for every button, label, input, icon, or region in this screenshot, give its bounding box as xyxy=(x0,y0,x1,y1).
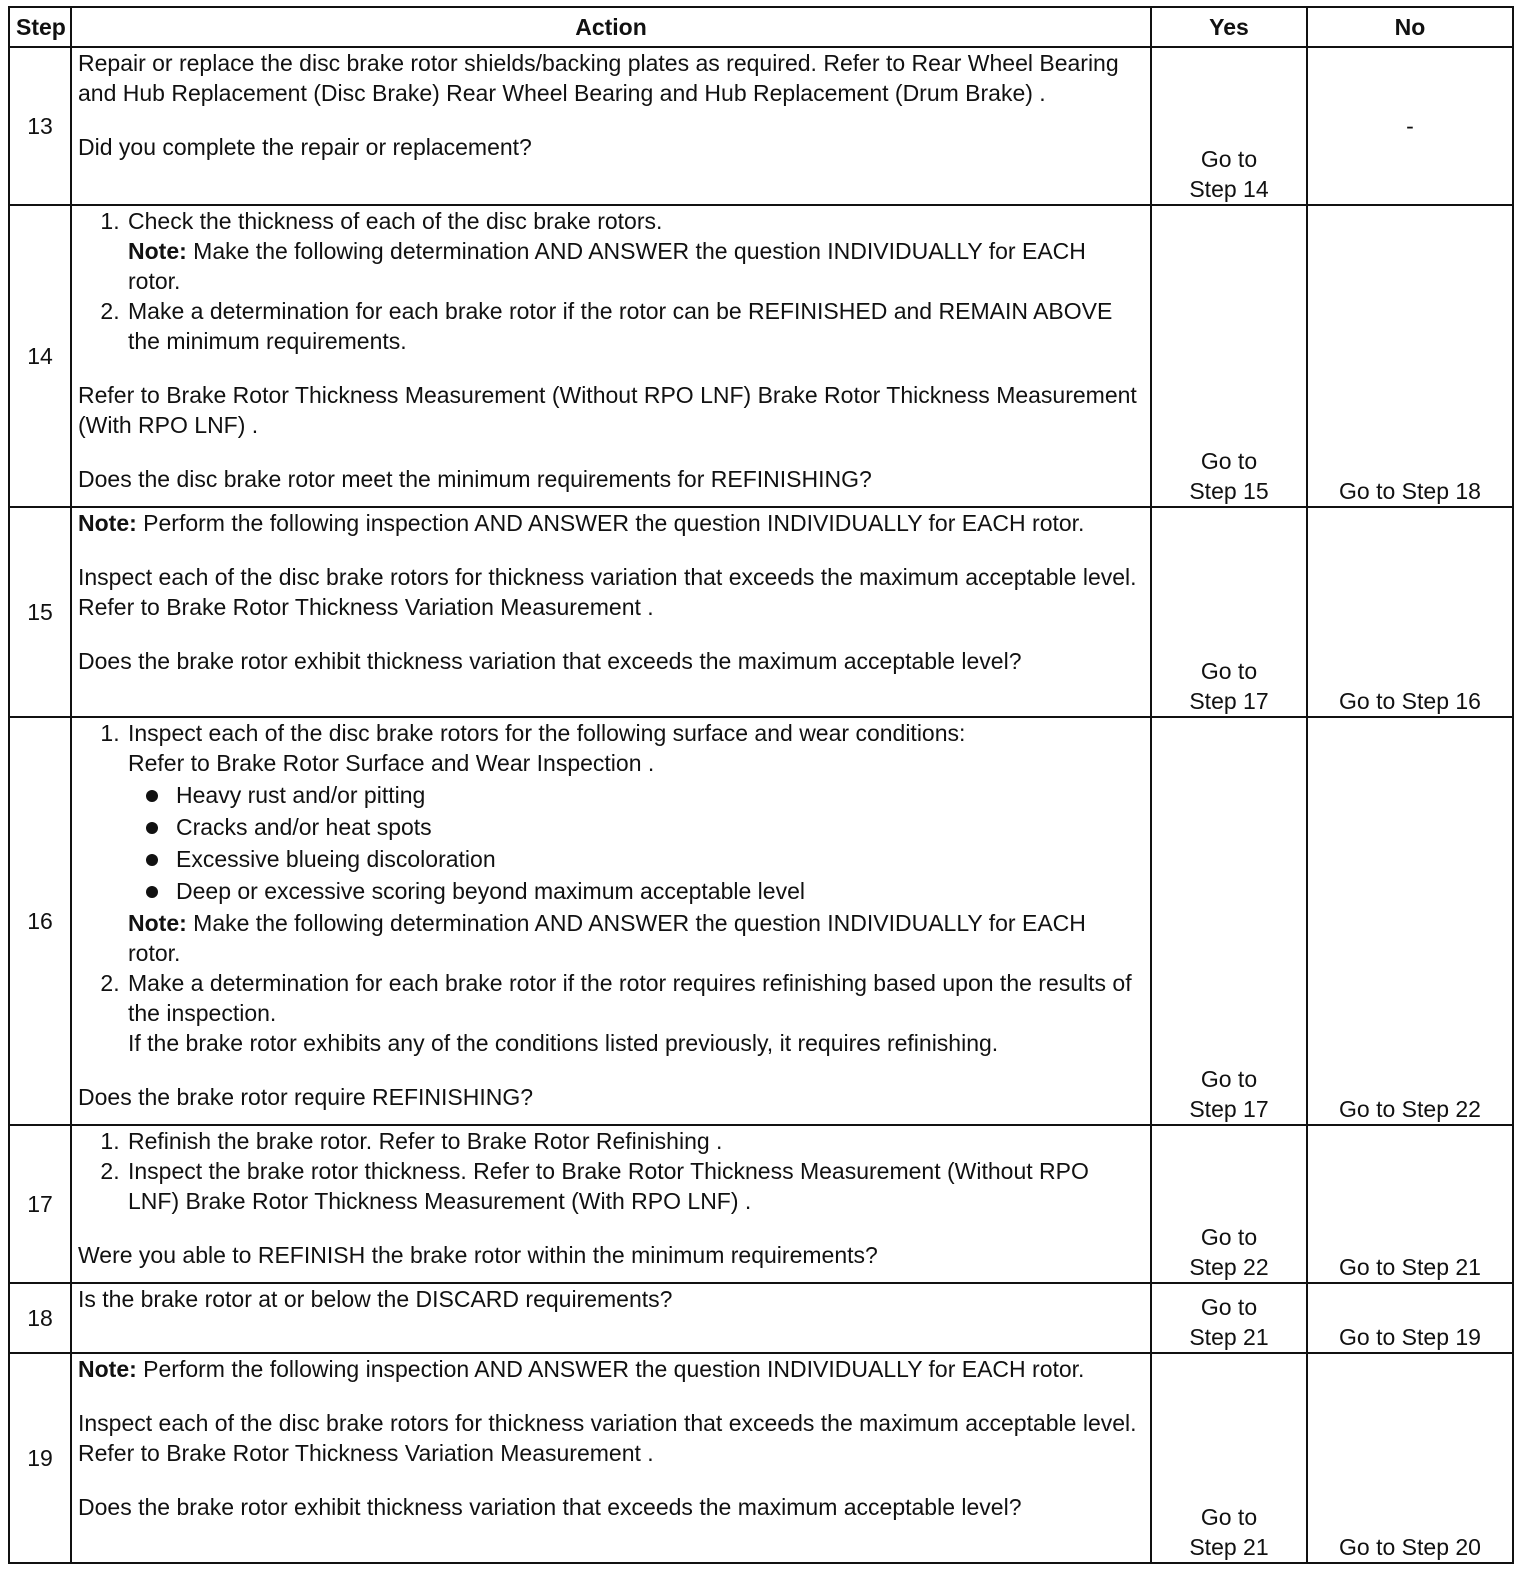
yes-line-2: Step 17 xyxy=(1189,1096,1269,1122)
table-row-step-19 xyxy=(9,1353,1513,1563)
note-label: Note: xyxy=(78,510,137,536)
yes-line-2: Step 14 xyxy=(1189,176,1269,202)
list-item-text: Check the thickness of each of the disc brake rotors. xyxy=(128,208,663,234)
table-row-step-15 xyxy=(9,507,1513,717)
table-row-step-16 xyxy=(9,717,1513,1125)
yes-line-1: Go to xyxy=(1200,146,1258,172)
list-item-text: Inspect each of the disc brake rotors for the following surface and wear conditions: xyxy=(128,720,966,746)
note-block xyxy=(128,908,1144,968)
table-header-row xyxy=(9,7,1513,47)
action-refer-text: Refer to Brake Rotor Thickness Measurement (Without RPO LNF) Brake Rotor Thickness Measurement (With RPO LNF) . xyxy=(78,382,1137,438)
step-number: 17 xyxy=(9,1125,71,1283)
yes-line-2: Step 17 xyxy=(1189,688,1269,714)
diagnostic-steps-table xyxy=(8,6,1514,1564)
list-item xyxy=(126,206,1144,296)
header-no: No xyxy=(1307,7,1513,47)
yes-line-1: Go to xyxy=(1200,658,1258,684)
note-label: Note: xyxy=(78,1356,137,1382)
step-number: 18 xyxy=(9,1283,71,1353)
step-number: 15 xyxy=(9,507,71,717)
yes-line-1: Go to xyxy=(1200,1066,1258,1092)
list-item-subtext: If the brake rotor exhibits any of the conditions listed previously, it requires refinishing. xyxy=(128,1030,999,1056)
no-cell: Go to Step 21 xyxy=(1307,1125,1513,1283)
yes-cell xyxy=(1151,717,1307,1125)
bullet-dot-icon xyxy=(146,854,158,866)
yes-cell xyxy=(1151,205,1307,507)
no-cell: Go to Step 18 xyxy=(1307,205,1513,507)
header-yes: Yes xyxy=(1151,7,1307,47)
action-cell xyxy=(71,1353,1151,1563)
yes-line-1: Go to xyxy=(1200,1224,1258,1250)
list-item xyxy=(126,968,1144,1058)
yes-cell xyxy=(1151,1125,1307,1283)
yes-line-2: Step 21 xyxy=(1189,1534,1269,1560)
list-item-text: Make a determination for each brake rotor if the rotor requires refinishing based upon the results of the inspection. xyxy=(128,970,1132,1026)
bullet-text: Heavy rust and/or pitting xyxy=(176,782,426,808)
step-number: 14 xyxy=(9,205,71,507)
note-text: Perform the following inspection AND ANSWER the question INDIVIDUALLY for EACH rotor. xyxy=(143,1356,1085,1382)
note-label: Note: xyxy=(128,238,187,264)
action-text: Repair or replace the disc brake rotor shields/backing plates as required. Refer to Rear Wheel Bearing and Hub Replacement (Disc Brake) Rear Wheel Bearing and Hub Replacement (Drum Brake) . xyxy=(78,50,1119,106)
note-text: Perform the following inspection AND ANSWER the question INDIVIDUALLY for EACH rotor. xyxy=(143,510,1085,536)
yes-cell xyxy=(1151,507,1307,717)
table-row-step-13 xyxy=(9,47,1513,205)
table-row-step-14 xyxy=(9,205,1513,507)
bullet-item xyxy=(176,876,1144,906)
action-cell xyxy=(71,1125,1151,1283)
action-question: Does the disc brake rotor meet the minimum requirements for REFINISHING? xyxy=(78,466,872,492)
action-list xyxy=(78,718,1144,1058)
note-text: Make the following determination AND ANSWER the question INDIVIDUALLY for EACH rotor. xyxy=(128,238,1086,294)
bullet-dot-icon xyxy=(146,790,158,802)
list-item-text: Refinish the brake rotor. Refer to Brake Rotor Refinishing . xyxy=(128,1128,723,1154)
table-row-step-18 xyxy=(9,1283,1513,1353)
action-cell xyxy=(71,205,1151,507)
note-block xyxy=(78,508,1144,538)
bullet-text: Excessive blueing discoloration xyxy=(176,846,496,872)
bullet-dot-icon xyxy=(146,886,158,898)
action-question: Did you complete the repair or replacement? xyxy=(78,134,532,160)
note-block xyxy=(128,236,1144,296)
action-text: Inspect each of the disc brake rotors for thickness variation that exceeds the maximum acceptable level. Refer to Brake Rotor Thickness Variation Measurement . xyxy=(78,564,1137,620)
bullet-dot-icon xyxy=(146,822,158,834)
table-row-step-17 xyxy=(9,1125,1513,1283)
yes-line-1: Go to xyxy=(1200,448,1258,474)
diagnostic-table-container xyxy=(8,6,1512,1564)
list-item-text: Inspect the brake rotor thickness. Refer to Brake Rotor Thickness Measurement (Without RPO LNF) Brake Rotor Thickness Measurement (With RPO LNF) . xyxy=(128,1158,1089,1214)
step-number: 13 xyxy=(9,47,71,205)
action-question: Does the brake rotor exhibit thickness variation that exceeds the maximum acceptable level? xyxy=(78,1494,1022,1520)
yes-cell xyxy=(1151,1353,1307,1563)
list-item xyxy=(126,1156,1144,1216)
list-item xyxy=(126,296,1144,356)
condition-bullet-list xyxy=(128,780,1144,906)
action-question: Were you able to REFINISH the brake rotor within the minimum requirements? xyxy=(78,1242,878,1268)
note-block xyxy=(78,1354,1144,1384)
header-step: Step xyxy=(9,7,71,47)
yes-cell xyxy=(1151,1283,1307,1353)
list-item-refer: Refer to Brake Rotor Surface and Wear Inspection . xyxy=(128,750,655,776)
list-item xyxy=(126,1126,1144,1156)
yes-line-2: Step 15 xyxy=(1189,478,1269,504)
note-text: Make the following determination AND ANSWER the question INDIVIDUALLY for EACH rotor. xyxy=(128,910,1086,966)
no-cell: Go to Step 16 xyxy=(1307,507,1513,717)
list-item-text: Make a determination for each brake rotor if the rotor can be REFINISHED and REMAIN ABOVE the minimum requirements. xyxy=(128,298,1113,354)
bullet-item xyxy=(176,812,1144,842)
bullet-item xyxy=(176,844,1144,874)
action-cell xyxy=(71,507,1151,717)
bullet-text: Deep or excessive scoring beyond maximum acceptable level xyxy=(176,878,805,904)
yes-line-2: Step 21 xyxy=(1189,1324,1269,1350)
action-list xyxy=(78,1126,1144,1216)
header-action: Action xyxy=(71,7,1151,47)
yes-cell xyxy=(1151,47,1307,205)
no-cell: - xyxy=(1307,47,1513,205)
step-number: 19 xyxy=(9,1353,71,1563)
action-question: Is the brake rotor at or below the DISCARD requirements? xyxy=(78,1286,673,1312)
note-label: Note: xyxy=(128,910,187,936)
action-text: Inspect each of the disc brake rotors for thickness variation that exceeds the maximum acceptable level. Refer to Brake Rotor Thickness Variation Measurement . xyxy=(78,1410,1137,1466)
action-cell xyxy=(71,1283,1151,1353)
action-question: Does the brake rotor require REFINISHING? xyxy=(78,1084,534,1110)
yes-line-2: Step 22 xyxy=(1189,1254,1269,1280)
no-cell: Go to Step 20 xyxy=(1307,1353,1513,1563)
no-cell: Go to Step 22 xyxy=(1307,717,1513,1125)
action-cell xyxy=(71,717,1151,1125)
list-item xyxy=(126,718,1144,968)
yes-line-1: Go to xyxy=(1200,1294,1258,1320)
no-cell: Go to Step 19 xyxy=(1307,1283,1513,1353)
step-number: 16 xyxy=(9,717,71,1125)
action-list xyxy=(78,206,1144,356)
yes-line-1: Go to xyxy=(1200,1504,1258,1530)
action-question: Does the brake rotor exhibit thickness variation that exceeds the maximum acceptable level? xyxy=(78,648,1022,674)
action-cell xyxy=(71,47,1151,205)
bullet-item xyxy=(176,780,1144,810)
bullet-text: Cracks and/or heat spots xyxy=(176,814,432,840)
